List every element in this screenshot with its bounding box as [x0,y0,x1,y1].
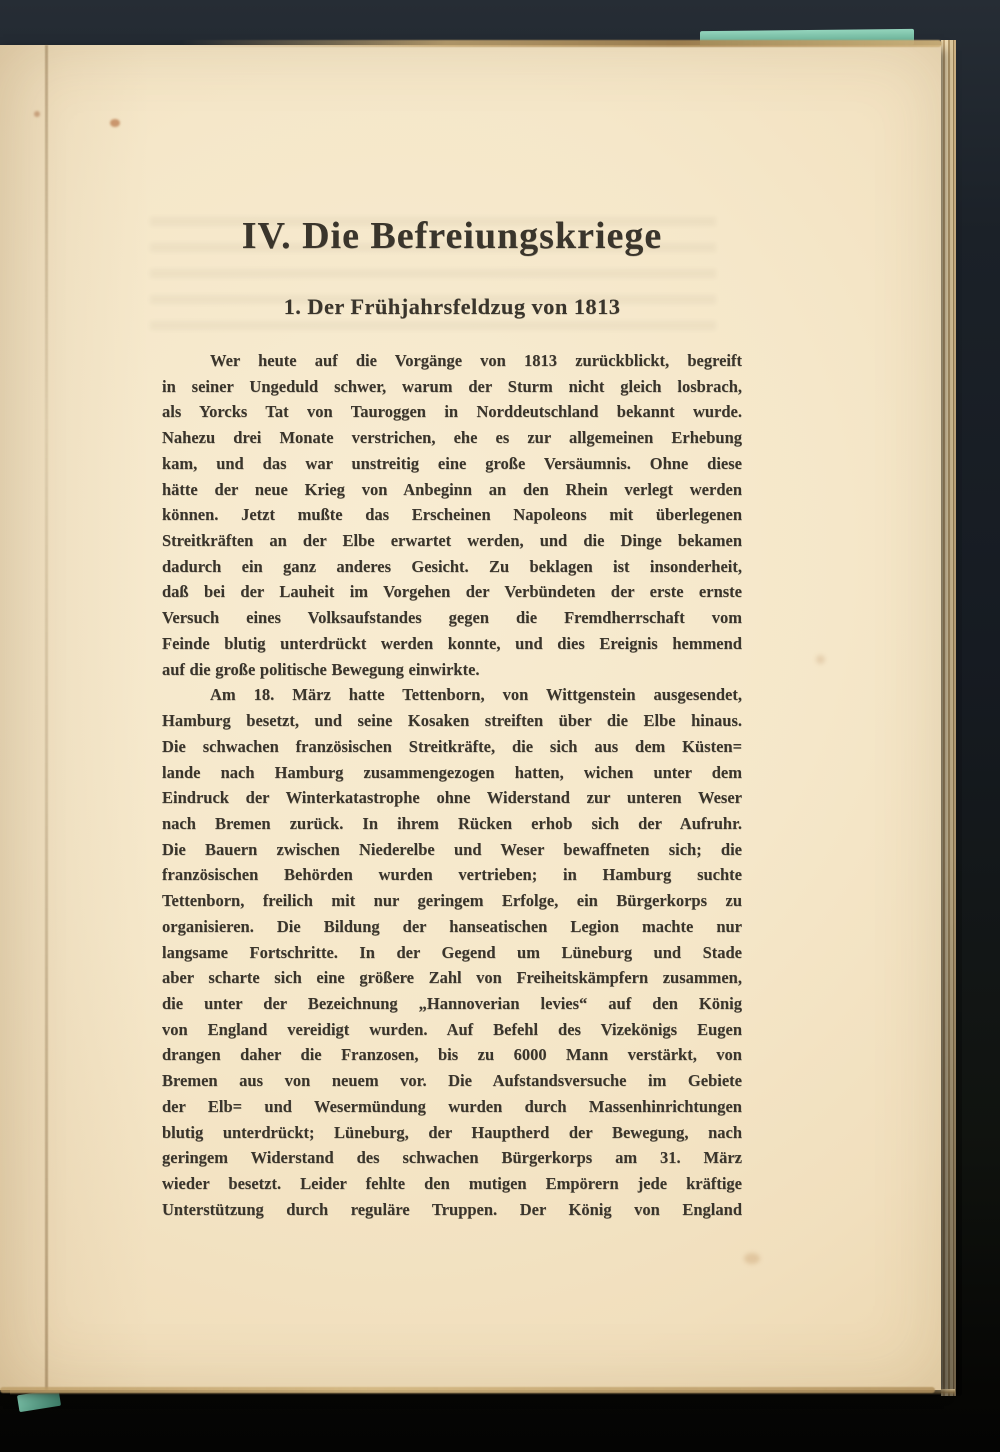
text-line: Eindruck der Winterkatastrophe ohne Widerstand zur unteren Weser [162,788,742,808]
gutter-crease [45,45,48,1390]
text-line: von England vereidigt wurden. Auf Befehl des Vizekönigs Eugen [162,1019,742,1039]
text-line: Hamburg besetzt, und seine Kosaken streiften über die Elbe hinaus. [162,711,742,731]
text-line: blutig unterdrückt; Lüneburg, der Hauptherd der Bewegung, nach [162,1122,742,1142]
section-heading: 1. Der Frühjahrsfeldzug von 1813 [283,294,621,319]
text-line: lande nach Hamburg zusammengezogen hatten, wichen unter dem [162,762,742,782]
text-line: Versuch eines Volksaufstandes gegen die Fremdherrschaft vom [162,608,742,628]
text-line: französischen Behörden wurden vertrieben; in Hamburg suchte [162,865,742,885]
text-line: auf die große politische Bewegung einwirkte. [162,659,480,679]
text-line: kam, und das war unstreitig eine große Versäumnis. Ohne diese [162,453,742,473]
text-line: können. Jetzt mußte das Erscheinen Napoleons mit überlegenen [162,505,742,525]
text-line: drangen daher die Franzosen, bis zu 6000 Mann verstärkt, von [162,1045,742,1065]
text-line: organisieren. Die Bildung der hanseatischen Legion machte nur [162,916,742,936]
foxing-spot [816,655,825,664]
paragraph [162,682,742,1222]
text-line: Unterstützung durch reguläre Truppen. Der König von England [162,1199,742,1219]
text-line: Wer heute auf die Vorgänge von 1813 zurückblickt, begreift [210,351,742,370]
text-block [162,348,742,1222]
text-line: Feinde blutig unterdrückt werden konnte, und dies Ereignis hemmend [162,633,742,653]
text-line: langsame Fortschritte. In der Gegend um Lüneburg und Stade [162,942,742,962]
text-line: Nahezu drei Monate verstrichen, ehe es zur allgemeinen Erhebung [162,428,742,448]
text-line: Streitkräften an der Elbe erwartet werden, und die Dinge bekamen [162,531,742,551]
page-content [162,213,742,1222]
text-line: die unter der Bezeichnung „Hannoverian levies“ auf den König [162,993,742,1013]
text-line: der Elb= und Wesermündung wurden durch Massenhinrichtungen [162,1096,742,1116]
page-stack-edge-right [941,40,962,1396]
text-line: als Yorcks Tat von Tauroggen in Norddeutschland bekannt wurde. [162,402,742,422]
foxing-spot [34,111,40,117]
text-line: dadurch ein ganz anderes Gesicht. Zu beklagen ist insonderheit, [162,556,742,576]
chapter-title: IV. Die Befreiungskriege [241,215,663,257]
text-line: in seiner Ungeduld schwer, warum der Sturm nicht gleich losbrach, [162,376,742,396]
book-page [0,45,941,1390]
text-line: hätte der neue Krieg von Anbeginn an den Rhein verlegt werden [162,479,742,499]
paragraph [162,348,742,682]
text-line: Tettenborn, freilich mit nur geringem Erfolge, ein Bürgerkorps zu [162,891,742,911]
gutter-shadow [0,45,150,1390]
text-line: nach Bremen zurück. In ihrem Rücken erhob sich der Aufruhr. [162,813,742,833]
text-line: wieder besetzt. Leider fehlte den mutigen Empörern jede kräftige [162,1174,742,1193]
text-line: daß bei der Lauheit im Vorgehen der Verbündeten der erste ernste [162,582,742,602]
foxing-spot [110,119,120,127]
text-line: Bremen aus von neuem vor. Die Aufstandsversuche im Gebiete [162,1071,742,1091]
text-line: Die schwachen französischen Streitkräfte, die sich aus dem Küsten= [162,736,742,756]
text-line: Am 18. März hatte Tettenborn, von Wittgenstein ausgesendet, [210,685,742,705]
text-line: geringem Widerstand des schwachen Bürgerkorps am 31. März [162,1148,742,1168]
text-line: Die Bauern zwischen Niederelbe und Weser bewaffneten sich; die [162,839,742,859]
foxing-spot [744,1253,760,1264]
text-line: aber scharte sich eine größere Zahl von Freiheitskämpfern zusammen, [162,968,742,988]
